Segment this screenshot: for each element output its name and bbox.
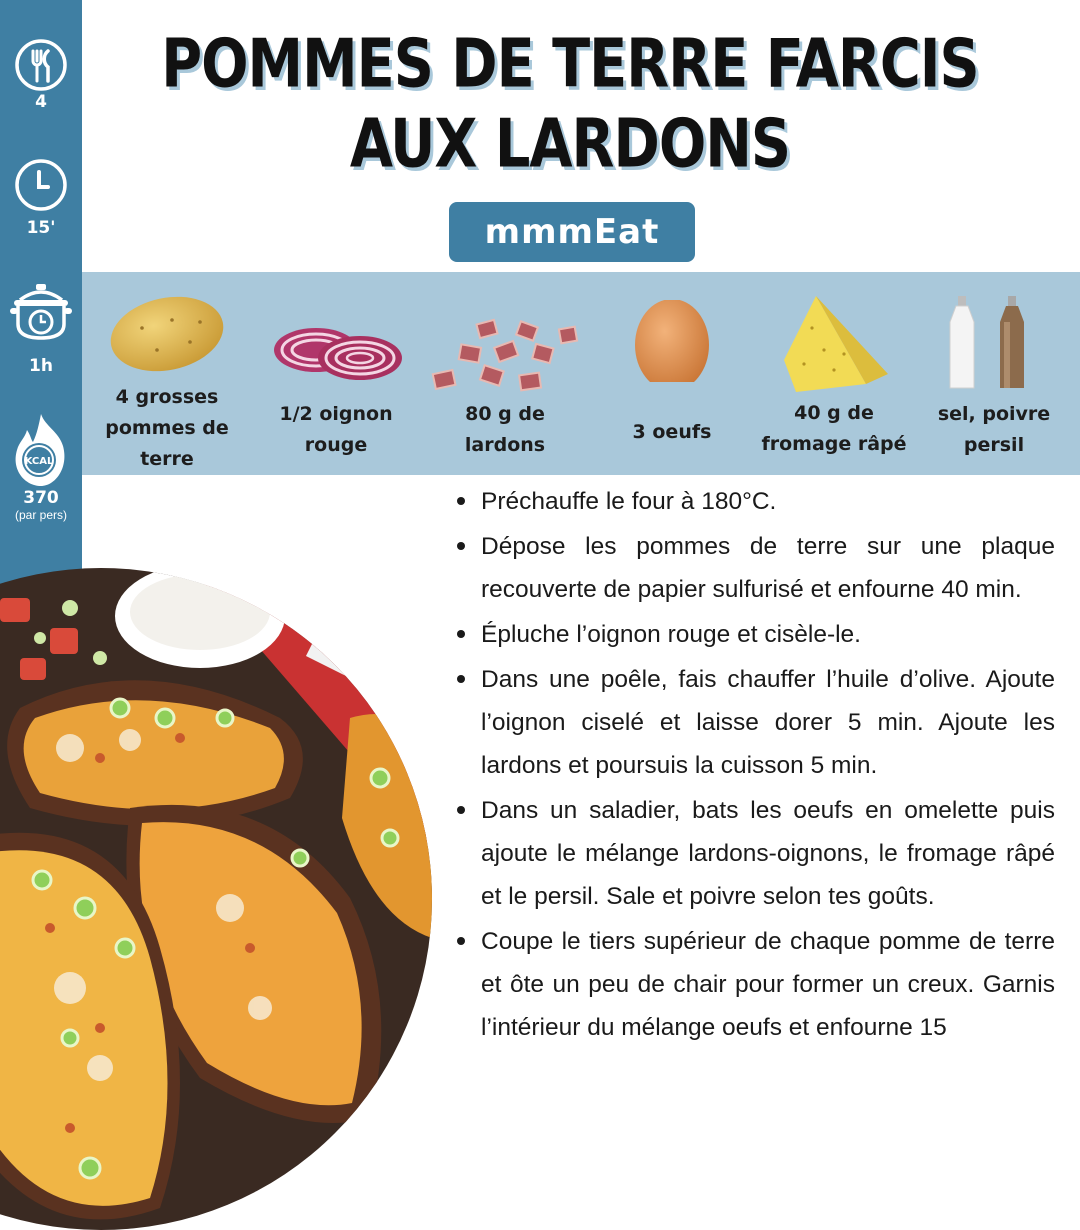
ingredient-item-lardons: [430, 272, 580, 475]
step-item: Coupe le tiers supérieur de chaque pomme de terre et ôte un peu de chair pour former un creux. Garnis l’intérieur du mélange oeufs et enfourne 15: [455, 920, 1055, 1049]
potato-icon: [102, 292, 232, 374]
ingredient-label: 40 g de fromage râpé: [761, 402, 907, 455]
stuffed-potatoes-illustration: [0, 568, 432, 1230]
step-item: Épluche l’oignon rouge et cisèle-le.: [455, 613, 1055, 656]
red-onion-icon: [268, 324, 404, 384]
servings-info: [0, 38, 82, 112]
servings-value: 4: [35, 92, 47, 112]
fork-knife-icon: [14, 38, 68, 92]
ingredient-label: 4 grosses pommes de terre: [105, 386, 229, 470]
cheese-icon: [754, 292, 914, 396]
prep-time-value: 15': [26, 218, 56, 238]
calories-info: [0, 412, 82, 522]
recipe-steps: [455, 480, 1055, 1051]
ingredient-label: sel, poivre persil: [937, 403, 1051, 456]
ingredient-item-potato: [102, 272, 232, 475]
ingredient-item-seasoning: [924, 272, 1064, 475]
calories-value: 370: [23, 488, 59, 508]
step-item: Dans un saladier, bats les oeufs en omelette puis ajoute le mélange lardons-oignons, le fromage râpé et le persil. Sale et poivre selon tes goûts.: [455, 789, 1055, 918]
ingredient-item-cheese: [754, 272, 914, 475]
brand-logo: mmmEat: [449, 202, 695, 262]
kcal-badge-text: KCAL: [24, 456, 54, 467]
cook-time-info: [0, 282, 82, 376]
step-item: Dépose les pommes de terre sur une plaque recouverte de papier sulfurisé et enfourne 40 min.: [455, 525, 1055, 611]
ingredient-label: 1/2 oignon rouge: [279, 403, 393, 456]
salt-pepper-icon: [924, 292, 1064, 392]
prep-time-info: [0, 158, 82, 238]
clock-icon: [14, 158, 68, 212]
cooking-pot-icon: [8, 282, 74, 344]
ingredient-label: 80 g de lardons: [464, 403, 546, 456]
kcal-flame-icon: [8, 412, 74, 488]
egg-icon: [617, 300, 727, 382]
cook-time-value: 1h: [29, 356, 53, 376]
recipe-photo: [0, 568, 432, 1230]
ingredient-item-eggs: [617, 272, 727, 475]
step-item: Dans une poêle, fais chauffer l’huile d’olive. Ajoute l’oignon ciselé et laisse dorer 5 min. Ajoute les lardons et poursuis la cuisson 5 min.: [455, 658, 1055, 787]
ingredient-item-onion: [268, 272, 404, 475]
recipe-title: POMMES DE TERRE FARCIS AUX LARDONS: [161, 24, 979, 183]
bacon-lardons-icon: [430, 316, 580, 400]
ingredients-band: [82, 272, 1080, 475]
ingredient-label: 3 oeufs: [632, 421, 712, 443]
calories-note: (par pers): [14, 508, 67, 522]
step-item: Préchauffe le four à 180°C.: [455, 480, 1055, 523]
